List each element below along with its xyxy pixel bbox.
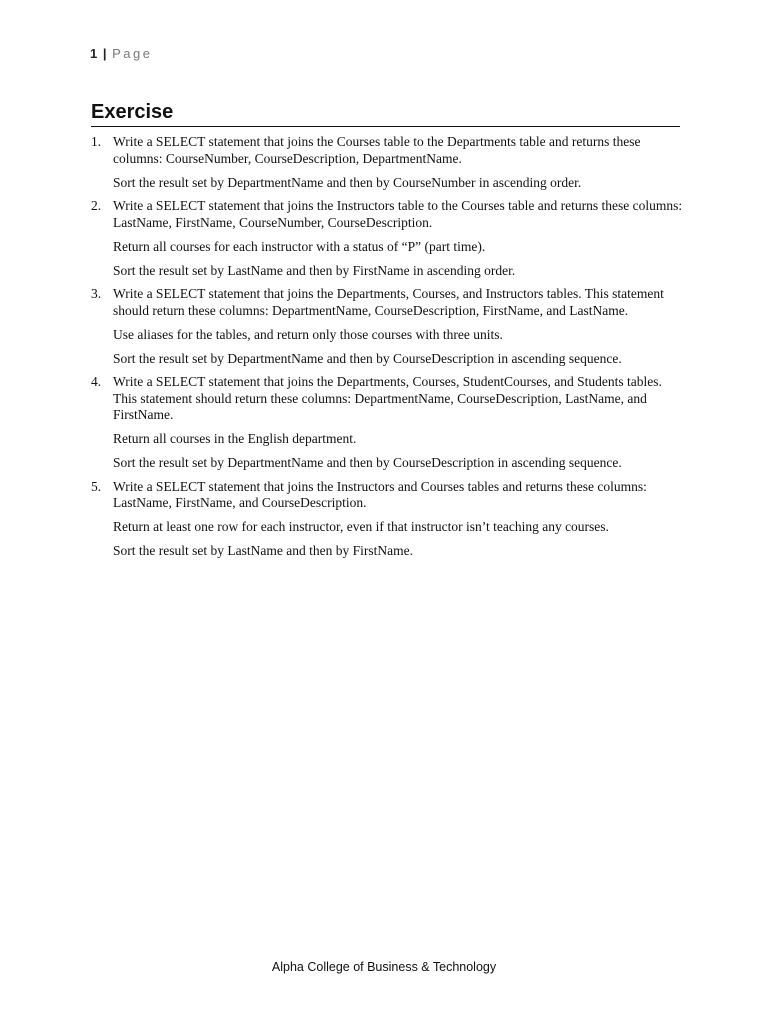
exercise-paragraph: Return all courses in the English department. xyxy=(113,431,357,446)
exercise-paragraph: Write a SELECT statement that joins the Instructors table to the Courses table and returns these columns: LastName, FirstName, CourseNumber, CourseDescription. xyxy=(113,198,683,230)
exercise-number: 5. xyxy=(91,478,102,494)
exercise-paragraph: Sort the result set by LastName and then by FirstName in ascending order. xyxy=(113,262,516,278)
exercise-paragraph: Sort the result set by DepartmentName and then by CourseDescription in ascending sequence. xyxy=(113,350,622,366)
exercise-number: 4. xyxy=(91,374,102,389)
page-header xyxy=(90,46,153,61)
section-heading: Exercise xyxy=(91,100,680,127)
exercise-number: 1. xyxy=(91,134,102,149)
exercise-paragraph: Write a SELECT statement that joins the Courses table to the Departments table and returns these columns: CourseNumber, CourseDescription, DepartmentName. xyxy=(113,134,641,166)
exercise-item xyxy=(91,198,687,279)
exercise-paragraph: Write a SELECT statement that joins the Departments, Courses, StudentCourses, and Students tables. This statement should return these columns: DepartmentName, CourseDescription, LastName, and FirstName. xyxy=(113,374,662,422)
exercise-paragraph: Return at least one row for each instructor, even if that instructor isn’t teaching any courses. xyxy=(113,519,609,534)
exercise-item xyxy=(91,286,687,367)
exercise-number: 3. xyxy=(91,286,102,301)
exercise-paragraph: Sort the result set by LastName and then by FirstName. xyxy=(113,543,413,558)
page-footer: Alpha College of Business & Technology xyxy=(271,960,497,974)
exercise-paragraph: Return all courses for each instructor with a status of “P” (part time). xyxy=(113,238,486,254)
exercise-paragraph: Sort the result set by DepartmentName and then by CourseDescription in ascending sequence. xyxy=(113,455,622,470)
page-number: 1 xyxy=(90,46,98,61)
exercise-item xyxy=(91,134,687,191)
exercise-paragraph: Write a SELECT statement that joins the Instructors and Courses tables and returns these columns: LastName, FirstName, and CourseDescription. xyxy=(113,478,647,510)
exercise-paragraph: Write a SELECT statement that joins the Departments, Courses, and Instructors tables. This statement should return these columns: DepartmentName, CourseDescription, FirstName, and LastName. xyxy=(113,286,664,318)
exercise-list xyxy=(91,134,687,567)
exercise-number: 2. xyxy=(91,198,102,213)
exercise-body xyxy=(113,286,687,367)
page-word: Page xyxy=(112,46,153,61)
exercise-body xyxy=(113,134,687,191)
page-separator: | xyxy=(102,46,107,61)
exercise-paragraph: Use aliases for the tables, and return only those courses with three units. xyxy=(113,326,503,342)
exercise-item xyxy=(91,374,687,472)
exercise-body xyxy=(113,479,687,560)
exercise-paragraph: Sort the result set by DepartmentName and then by CourseNumber in ascending order. xyxy=(113,174,582,190)
exercise-body xyxy=(113,374,687,472)
exercise-body xyxy=(113,198,687,279)
exercise-item xyxy=(91,479,687,560)
